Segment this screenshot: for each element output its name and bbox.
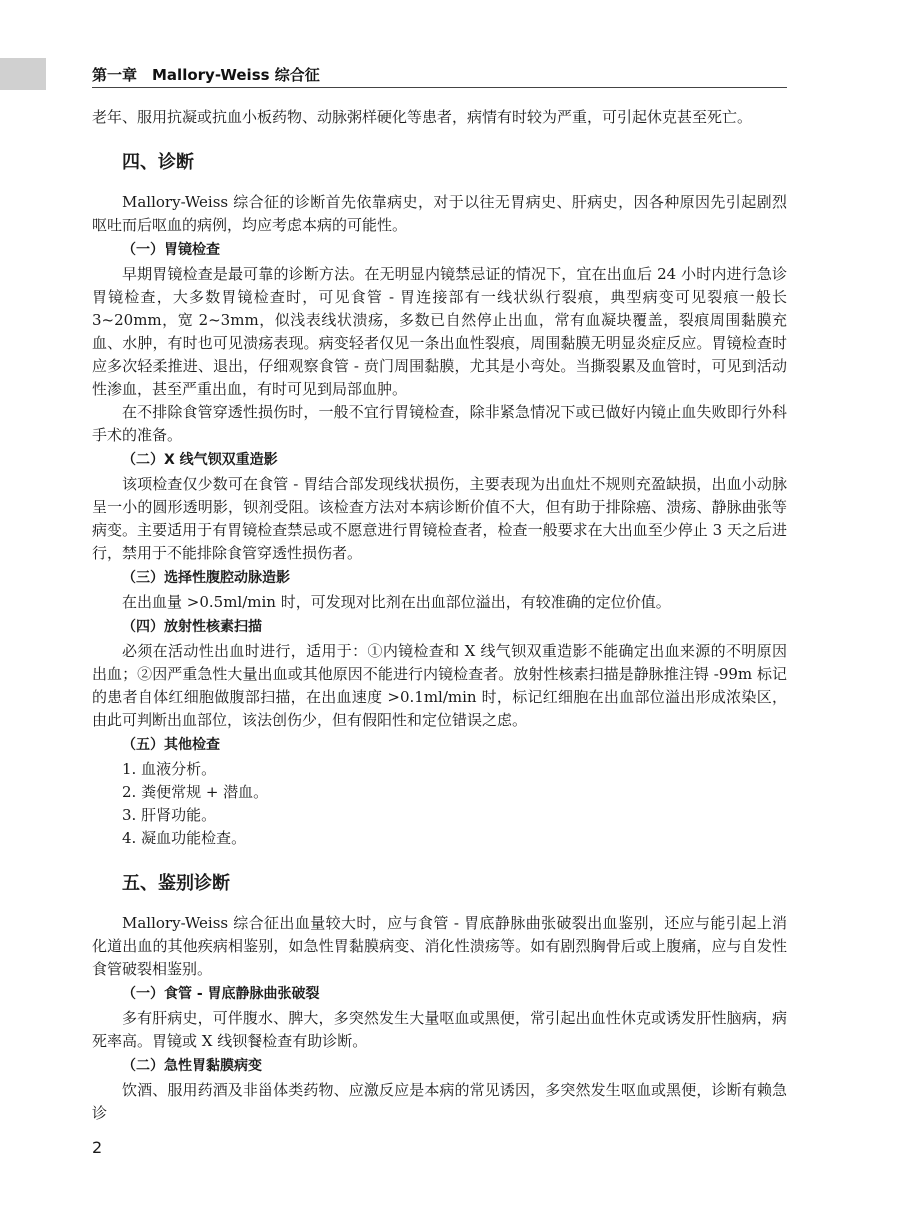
diagnosis-intro: Mallory-Weiss 综合征的诊断首先依靠病史，对于以往无胃病史、肝病史，因各种原因先引起剧烈呕吐而后呕血的病例，均应考虑本病的可能性。: [92, 193, 787, 234]
subsection-title-gastroscopy: （一）胃镜检查: [122, 242, 220, 258]
corner-tab: [0, 58, 46, 90]
header-rule: [92, 87, 787, 88]
differential-intro: Mallory-Weiss 综合征出血量较大时，应与食管 - 胃底静脉曲张破裂出血鉴别，还应与能引起上消化道出血的其他疾病相鉴别，如急性胃黏膜病变、消化性溃疡等。如有剧烈胸骨后或上腹痛，应与自发性食管破裂相鉴别。: [92, 914, 787, 978]
varices-paragraph: 多有肝病史，可伴腹水、脾大，多突然发生大量呕血或黑便，常引起出血性休克或诱发肝性脑病，病死率高。胃镜或 X 线钡餐检查有助诊断。: [92, 1009, 787, 1050]
list-item: 2. 粪便常规 + 潜血。: [122, 783, 269, 801]
subsection-title-acute-mucosal: （二）急性胃黏膜病变: [122, 1058, 262, 1074]
section-title-differential: 五、鉴别诊断: [122, 873, 230, 894]
intro-paragraph: 老年、服用抗凝或抗血小板药物、动脉粥样硬化等患者，病情有时较为严重，可引起休克甚至死亡。: [92, 108, 753, 126]
running-header: 第一章 Mallory-Weiss 综合征: [92, 66, 320, 84]
list-item: 4. 凝血功能检查。: [122, 829, 247, 847]
gastroscopy-paragraph-2: 在不排除食管穿透性损伤时，一般不宜行胃镜检查，除非紧急情况下或已做好内镜止血失败即行外科手术的准备。: [92, 403, 787, 444]
barium-paragraph: 该项检查仅少数可在食管 - 胃结合部发现线状损伤，主要表现为出血灶不规则充盈缺损，出血小动脉呈一小的圆形透明影，钡剂受阻。该检查方法对本病诊断价值不大，但有助于排除癌、溃疡、静脉曲张等病变。主要适用于有胃镜检查禁忌或不愿意进行胃镜检查者，检查一般要求在大出血至少停止 3 天之后进行，禁用于不能排除食管穿透性损伤者。: [92, 475, 787, 562]
nuclide-paragraph: 必须在活动性出血时进行，适用于：①内镜检查和 X 线气钡双重造影不能确定出血来源的不明原因出血；②因严重急性大量出血或其他原因不能进行内镜检查者。放射性核素扫描是静脉推注锝 -99m 标记的患者自体红细胞做腹部扫描，在出血速度 >0.1ml/min 时，标记红细胞在出血部位溢出形成浓染区，由此可判断出血部位，该法创伤少，但有假阳性和定位错误之虑。: [92, 642, 787, 729]
list-item: 3. 肝肾功能。: [122, 806, 217, 824]
page-body: [92, 106, 787, 1125]
section-title-diagnosis: 四、诊断: [122, 152, 194, 173]
page-number: 2: [92, 1138, 103, 1157]
subsection-title-angiography: （三）选择性腹腔动脉造影: [122, 570, 290, 586]
gastroscopy-paragraph-1: 早期胃镜检查是最可靠的诊断方法。在无明显内镜禁忌证的情况下，宜在出血后 24 小时内进行急诊胃镜检查，大多数胃镜检查时，可见食管 - 胃连接部有一线状纵行裂痕，典型病变可见裂痕一般长 3~20mm，宽 2~3mm，似浅表线状溃疡，多数已自然停止出血，常有血凝块覆盖，裂痕周围黏膜充血、水肿，有时也可见溃疡表现。病变轻者仅见一条出血性裂痕，周围黏膜无明显炎症反应。胃镜检查时应多次轻柔推进、退出，仔细观察食管 - 贲门周围黏膜，尤其是小弯处。当撕裂累及血管时，可见到活动性渗血，甚至严重出血，有时可见到局部血肿。: [92, 265, 787, 398]
angiography-paragraph: 在出血量 >0.5ml/min 时，可发现对比剂在出血部位溢出，有较准确的定位价值。: [122, 593, 671, 611]
subsection-title-varices: （一）食管 - 胃底静脉曲张破裂: [122, 986, 320, 1002]
subsection-title-nuclide: （四）放射性核素扫描: [122, 619, 262, 635]
subsection-title-other-tests: （五）其他检查: [122, 737, 220, 753]
subsection-title-barium: （二）X 线气钡双重造影: [122, 452, 278, 468]
acute-mucosal-paragraph: 饮酒、服用药酒及非甾体类药物、应激反应是本病的常见诱因，多突然发生呕血或黑便，诊断有赖急诊: [92, 1081, 787, 1122]
list-item: 1. 血液分析。: [122, 760, 217, 778]
